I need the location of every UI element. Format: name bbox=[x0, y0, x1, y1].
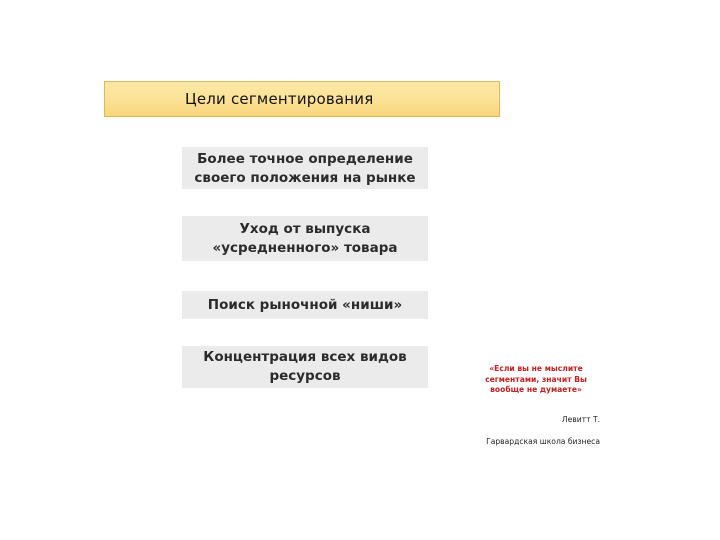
quote-author: Левитт Т. bbox=[561, 415, 600, 424]
quote-affiliation: Гарвардская школа бизнеса bbox=[486, 437, 600, 446]
goal-box-find-niche: Поиск рыночной «ниши» bbox=[182, 291, 428, 319]
quote-attribution bbox=[462, 403, 600, 458]
slide-title: Цели сегментирования bbox=[185, 90, 374, 108]
goal-box-precise-positioning: Более точное определение своего положения на рынке bbox=[182, 147, 428, 189]
slide-title-box bbox=[104, 81, 500, 117]
goal-box-resource-concentration: Концентрация всех видов ресурсов bbox=[182, 346, 428, 388]
goal-box-avoid-averaged-product: Уход от выпуска «усредненного» товара bbox=[182, 216, 428, 261]
quote-text: «Если вы не мыслите сегментами, значит Вы вообще не думаете» bbox=[485, 364, 587, 394]
